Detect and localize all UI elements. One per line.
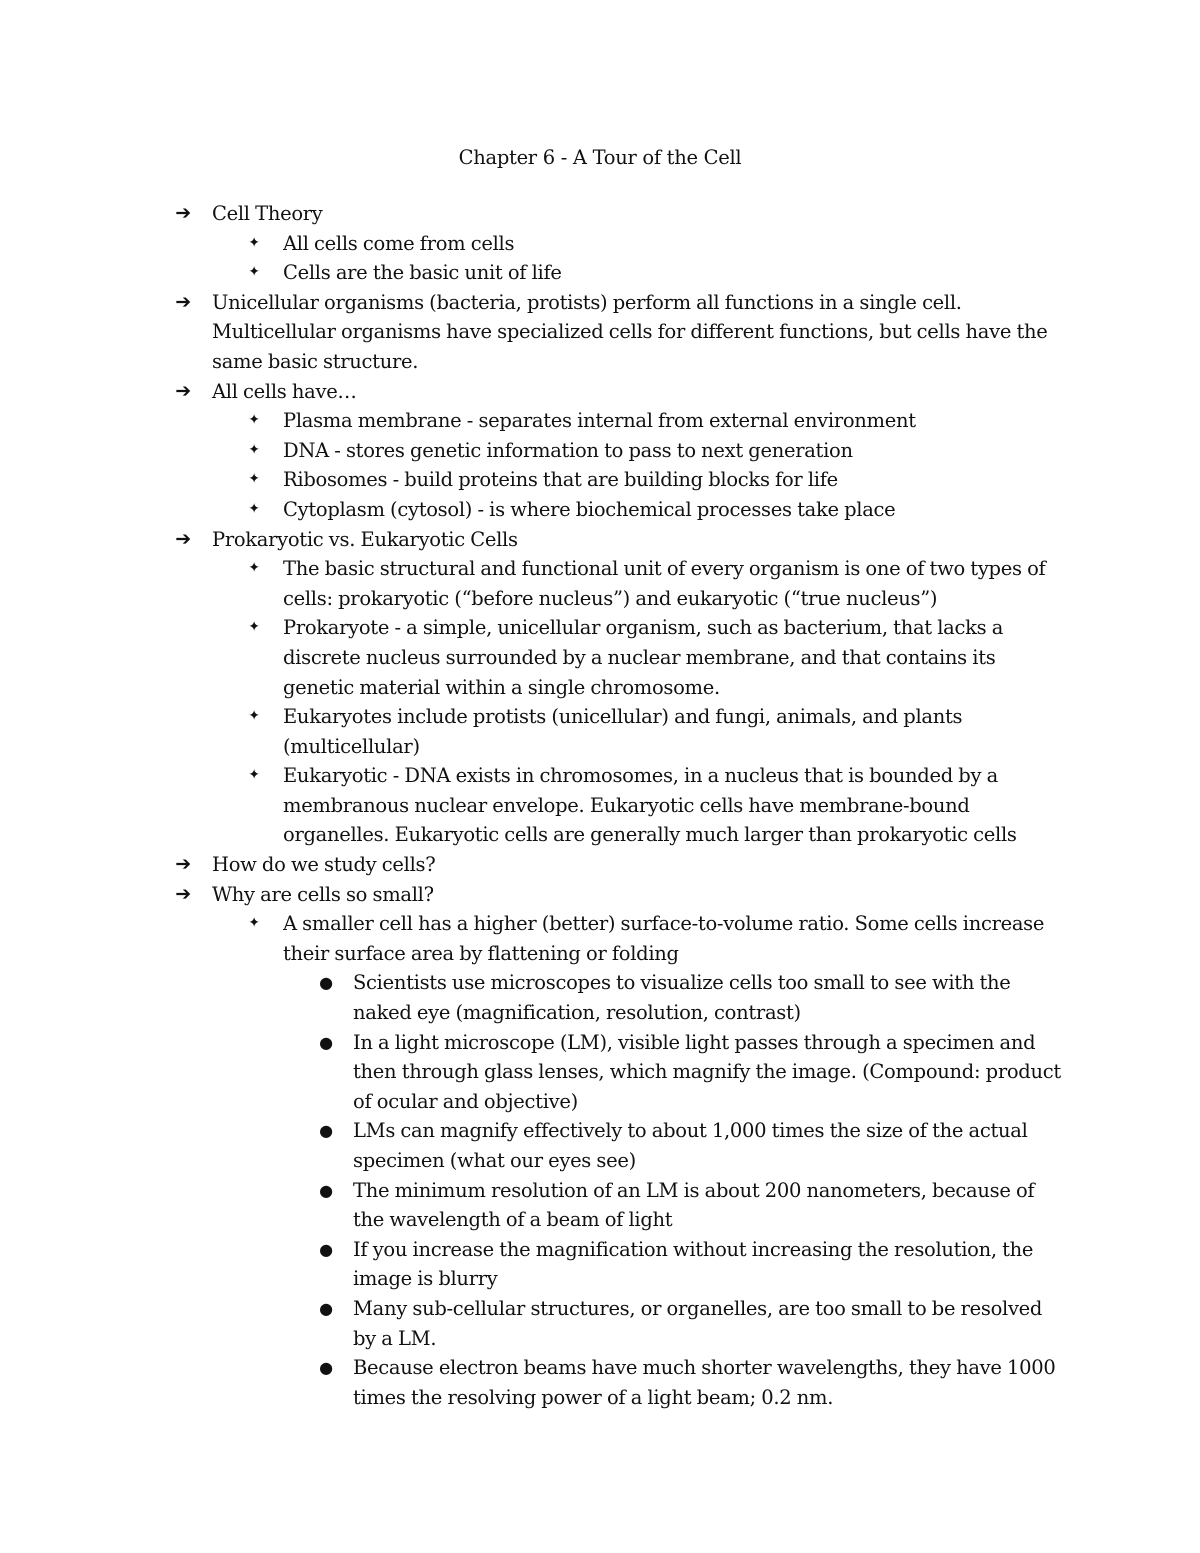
outline-item-level-2: [170, 258, 1070, 288]
outline-item-level-3: [170, 968, 1070, 1027]
star-bullet-icon: ✦: [248, 234, 260, 251]
outline-item-text: DNA - stores genetic information to pass to next generation: [283, 438, 853, 462]
dot-bullet-icon: ●: [319, 1358, 333, 1378]
outline-item-text: Many sub-cellular structures, or organelles, are too small to be resolved by a LM.: [353, 1296, 1043, 1350]
outline-item-text: If you increase the magnification without increasing the resolution, the image is blurry: [353, 1237, 1034, 1291]
outline-item-text: Scientists use microscopes to visualize cells too small to see with the naked eye (magnification, resolution, contrast): [353, 971, 1011, 1025]
outline-item-level-1: [170, 288, 1070, 377]
outline-item-text: The minimum resolution of an LM is about 200 nanometers, because of the wavelength of a beam of light: [353, 1178, 1035, 1232]
outline-item-text: A smaller cell has a higher (better) surface-to-volume ratio. Some cells increase their surface area by flattening or folding: [283, 912, 1045, 965]
dot-bullet-icon: ●: [319, 973, 333, 993]
outline-item-level-2: [170, 702, 1070, 761]
outline-list: [170, 199, 1070, 1412]
arrow-bullet-icon: ➔: [175, 853, 191, 876]
outline-item-level-2: [170, 761, 1070, 850]
dot-bullet-icon: ●: [319, 1180, 333, 1200]
outline-item-level-2: [170, 229, 1070, 259]
star-bullet-icon: ✦: [248, 441, 260, 458]
outline-item-text: LMs can magnify effectively to about 1,000 times the size of the actual specimen (what our eyes see): [353, 1119, 1028, 1172]
outline-item-text: Prokaryote - a simple, unicellular organism, such as bacterium, that lacks a discrete nucleus surrounded by a nuclear membrane, and that contains its genetic material within a single chromosome.: [283, 616, 1004, 699]
outline-item-text: All cells have…: [212, 379, 357, 403]
star-bullet-icon: ✦: [248, 500, 260, 517]
star-bullet-icon: ✦: [248, 619, 260, 636]
outline-item-text: Ribosomes - build proteins that are building blocks for life: [283, 468, 838, 492]
star-bullet-icon: ✦: [248, 708, 260, 725]
outline-item-text: Eukaryotic - DNA exists in chromosomes, in a nucleus that is bounded by a membranous nuclear envelope. Eukaryotic cells have membrane-bound organelles. Eukaryotic cells are generally much larger than prokaryotic cells: [283, 764, 1017, 847]
outline-item-text: Prokaryotic vs. Eukaryotic Cells: [212, 527, 518, 551]
star-bullet-icon: ✦: [248, 264, 260, 281]
outline-item-level-1: [170, 880, 1070, 910]
outline-item-level-1: [170, 199, 1070, 229]
dot-bullet-icon: ●: [319, 1298, 333, 1318]
outline-item-level-2: [170, 406, 1070, 436]
outline-item-text: All cells come from cells: [283, 231, 515, 255]
star-bullet-icon: ✦: [248, 560, 260, 577]
star-bullet-icon: ✦: [248, 915, 260, 932]
outline-item-level-2: [170, 436, 1070, 466]
outline-item-level-2: [170, 554, 1070, 613]
arrow-bullet-icon: ➔: [175, 379, 191, 402]
outline-item-level-3: [170, 1116, 1070, 1175]
outline-item-text: In a light microscope (LM), visible light passes through a specimen and then through glass lenses, which magnify the image. (Compound: product of ocular and objective): [353, 1030, 1061, 1113]
star-bullet-icon: ✦: [248, 412, 260, 429]
outline-item-level-3: [170, 1353, 1070, 1412]
outline-item-level-3: [170, 1028, 1070, 1117]
outline-item-level-2: [170, 909, 1070, 968]
arrow-bullet-icon: ➔: [175, 202, 191, 224]
outline-item-level-2: [170, 495, 1070, 525]
outline-item-text: Cells are the basic unit of life: [283, 261, 562, 285]
outline-item-level-3: [170, 1235, 1070, 1294]
outline-item-text: Cytoplasm (cytosol) - is where biochemical processes take place: [283, 497, 896, 521]
outline-item-text: Unicellular organisms (bacteria, protists) perform all functions in a single cell. Multicellular organisms have specialized cells for different functions, but cells have the same basic structure.: [212, 290, 1048, 373]
arrow-bullet-icon: ➔: [175, 882, 191, 905]
outline-item-level-3: [170, 1294, 1070, 1353]
star-bullet-icon: ✦: [248, 471, 260, 488]
outline-item-text: Plasma membrane - separates internal from external environment: [283, 409, 916, 433]
outline-item-level-1: [170, 850, 1070, 880]
dot-bullet-icon: ●: [319, 1121, 333, 1141]
outline-item-text: Why are cells so small?: [212, 882, 434, 906]
outline-item-level-1: [170, 525, 1070, 555]
outline-item-level-1: [170, 377, 1070, 407]
outline-item-level-3: [170, 1176, 1070, 1235]
outline-item-level-2: [170, 613, 1070, 702]
outline-item-text: Because electron beams have much shorter wavelengths, they have 1000 times the resolving power of a light beam; 0.2 nm.: [353, 1356, 1056, 1409]
outline-item-level-2: [170, 465, 1070, 495]
star-bullet-icon: ✦: [248, 767, 260, 784]
dot-bullet-icon: ●: [319, 1239, 333, 1259]
outline-item-text: Cell Theory: [212, 202, 323, 225]
outline-item-text: Eukaryotes include protists (unicellular) and fungi, animals, and plants (multicellular): [283, 705, 963, 758]
arrow-bullet-icon: ➔: [175, 527, 191, 550]
arrow-bullet-icon: ➔: [175, 290, 191, 313]
outline-item-text: How do we study cells?: [212, 853, 436, 877]
outline-item-text: The basic structural and functional unit of every organism is one of two types of cells: prokaryotic (“before nucleus”) and eukaryotic (“true nucleus”): [283, 557, 1046, 610]
dot-bullet-icon: ●: [319, 1032, 333, 1052]
document-title: Chapter 6 - A Tour of the Cell: [458, 146, 742, 169]
